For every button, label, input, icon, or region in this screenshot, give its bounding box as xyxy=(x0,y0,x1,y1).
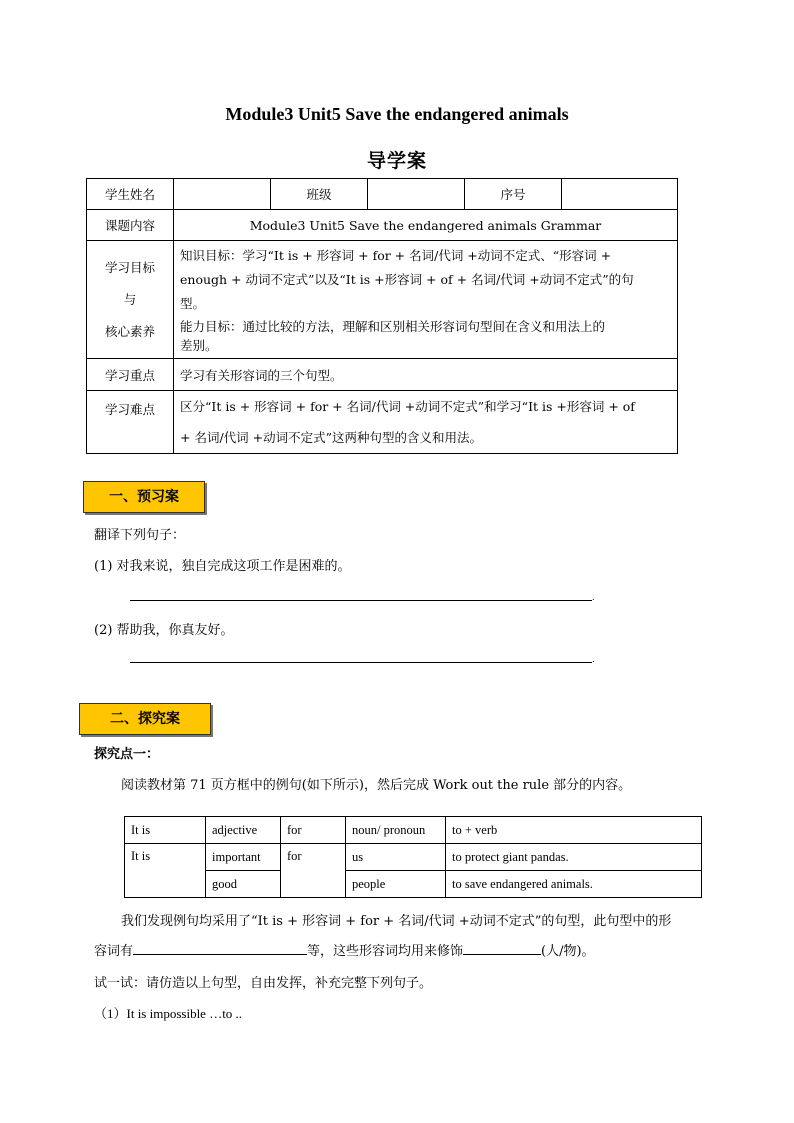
adjective-blank[interactable] xyxy=(133,954,307,955)
goal-label-line-2: 与 xyxy=(123,291,137,307)
answer-line-2[interactable] xyxy=(130,662,592,663)
difficulty-line-2: + 名词/代词 +动词不定式”这两种句型的含义和用法。 xyxy=(180,430,482,445)
goal-ability-line-2: 差别。 xyxy=(180,338,218,353)
cell-row1-for: for xyxy=(281,844,346,898)
cell-row1-verb: to protect giant pandas. xyxy=(446,844,702,871)
section-explore-banner: 二、探究案 xyxy=(79,703,211,735)
difficulty-line-1: 区分“It is + 形容词 + for + 名词/代词 +动词不定式”和学习“It is +形容词 + of xyxy=(180,399,635,414)
finding-text-c: (人/物)。 xyxy=(541,944,595,959)
finding-text-b: 等，这些形容词均用来修饰 xyxy=(307,944,464,959)
example-row-2 xyxy=(125,871,702,898)
answer-line-1[interactable] xyxy=(130,600,592,601)
topic-label: 课题内容 xyxy=(87,210,174,241)
modify-blank[interactable] xyxy=(463,954,541,955)
explore-point-title: 探究点一： xyxy=(94,747,160,762)
try-question-1: （1）It is impossible …to .. xyxy=(94,1006,243,1021)
document-title: Module3 Unit5 Save the endangered animals xyxy=(225,104,569,124)
question-2: (2) 帮助我，你真友好。 xyxy=(94,623,234,638)
section-preview-banner: 一、预习案 xyxy=(83,481,205,513)
goal-ability-line-1: 能力目标：通过比较的方法，理解和区别相关形容词句型间在含义和用法上的 xyxy=(180,319,606,334)
goal-knowledge-line-2: enough + 动词不定式”以及“It is +形容词 + of + 名词/代词 +动词不定式”的句 xyxy=(180,272,634,287)
finding-line-2 xyxy=(94,940,595,959)
goal-label-line-1: 学习目标 xyxy=(104,259,155,275)
key-point-value: 学习有关形容词的三个句型。 xyxy=(174,359,678,391)
question-1: (1) 对我来说，独自完成这项工作是困难的。 xyxy=(94,559,351,574)
cell-header-adjective: adjective xyxy=(206,817,281,844)
cell-row1-noun: us xyxy=(346,844,446,871)
goal-knowledge-line-3: 型。 xyxy=(180,296,206,311)
finding-text-a: 容词有 xyxy=(94,944,134,959)
class-label: 班级 xyxy=(271,179,368,210)
answer-line-1-dot: . xyxy=(592,593,595,602)
cell-row2-adjective: good xyxy=(206,871,281,898)
cell-row2-noun: people xyxy=(346,871,446,898)
cell-header-verb: to + verb xyxy=(446,817,702,844)
goal-value xyxy=(174,241,678,359)
finding-line-1: 我们发现例句均采用了“It is + 形容词 + for + 名词/代词 +动词不定式”的句型，此句型中的形 xyxy=(121,914,672,929)
difficulty-label: 学习难点 xyxy=(87,391,174,454)
cell-row2-verb: to save endangered animals. xyxy=(446,871,702,898)
goal-label-line-3: 核心素养 xyxy=(104,323,155,339)
explore-instruction: 阅读教材第 71 页方框中的例句(如下所示)，然后完成 Work out the rule 部分的内容。 xyxy=(121,778,632,793)
key-point-label: 学习重点 xyxy=(87,359,174,391)
number-label: 序号 xyxy=(465,179,562,210)
info-table xyxy=(86,178,678,454)
example-table xyxy=(124,816,702,898)
cell-header-noun: noun/ pronoun xyxy=(346,817,446,844)
goal-knowledge-line-1: 知识目标：学习“It is + 形容词 + for + 名词/代词 +动词不定式、“形容词 + xyxy=(180,248,612,263)
student-name-field[interactable] xyxy=(174,179,271,210)
goal-label xyxy=(87,241,174,359)
cell-header-for: for xyxy=(281,817,346,844)
preview-instruction: 翻译下列句子： xyxy=(94,528,186,543)
example-row-1 xyxy=(125,844,702,871)
cell-header-itis: It is xyxy=(125,817,206,844)
answer-line-2-dot: . xyxy=(592,655,595,664)
try-it-instruction: 试一试：请仿造以上句型，自由发挥，补充完整下列句子。 xyxy=(94,976,433,991)
number-field[interactable] xyxy=(562,179,678,210)
document-subtitle: 导学案 xyxy=(366,150,427,172)
example-header-row xyxy=(125,817,702,844)
cell-row1-itis: It is xyxy=(125,844,206,898)
difficulty-value xyxy=(174,391,678,454)
class-field[interactable] xyxy=(368,179,465,210)
topic-value: Module3 Unit5 Save the endangered animals Grammar xyxy=(174,210,678,241)
student-name-label: 学生姓名 xyxy=(87,179,174,210)
cell-row1-adjective: important xyxy=(206,844,281,871)
